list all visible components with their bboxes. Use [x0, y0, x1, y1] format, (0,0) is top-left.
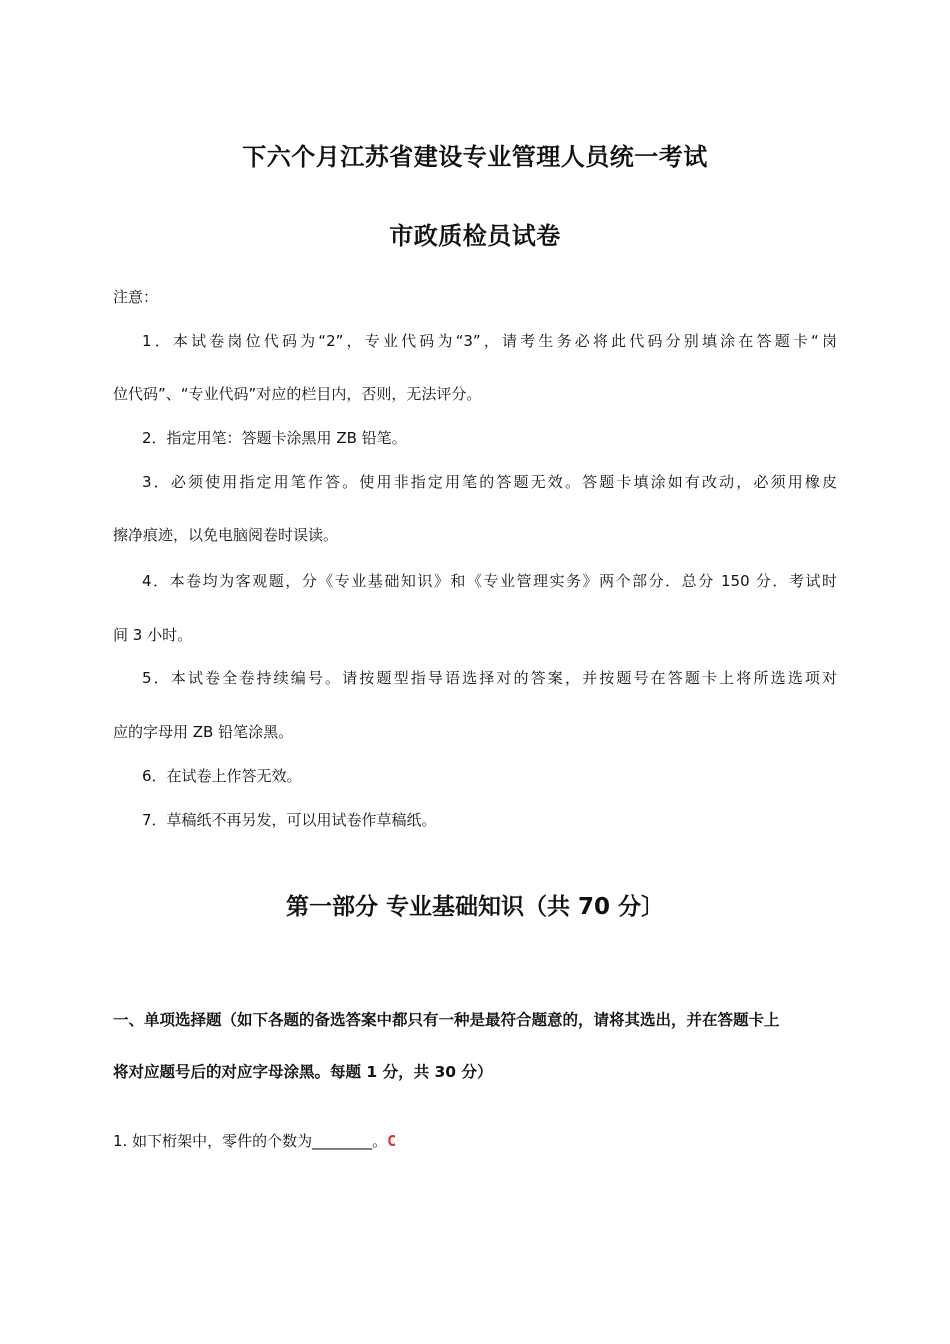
exam-title: 下六个月江苏省建设专业管理人员统一考试 [242, 143, 708, 171]
part1-title: 第一部分 专业基础知识（共 70 分〕 [285, 894, 665, 920]
notes-label: 注意： [113, 288, 159, 306]
question-1-answer: C [387, 1132, 397, 1150]
note-item-4-line2: 间 3 小时。 [113, 626, 193, 644]
note-item-3-line1: 3．必须使用指定用笔作答。使用非指定用笔的答题无效。答题卡填涂如有改动，必须用橡皮 [142, 473, 837, 491]
section1-instruction-line2: 将对应题号后的对应字母涂黑。每题 1 分，共 30 分） [113, 1063, 493, 1081]
note-item-4-line1: 4．本卷均为客观题，分《专业基础知识》和《专业管理实务》两个部分．总分 150 分．考试时 [142, 572, 837, 590]
question-1-text: 1. 如下桁架中，零件的个数为________。 [113, 1132, 388, 1150]
section1-instruction-line1: 一、单项选择题（如下各题的备选答案中都只有一种是最符合题意的，请将其选出，并在答题卡上 [113, 1011, 780, 1029]
note-item-2: 2．指定用笔：答题卡涂黑用 ZB 铅笔。 [142, 429, 407, 447]
note-item-3-line2: 擦净痕迹，以免电脑阅卷时误读。 [113, 526, 339, 544]
note-item-7: 7．草稿纸不再另发，可以用试卷作草稿纸。 [142, 811, 437, 829]
note-item-1-line2: 位代码”、“专业代码”对应的栏目内，否则，无法评分。 [113, 385, 482, 403]
note-item-5-line1: 5．本试卷全卷持续编号。请按题型指导语选择对的答案，并按题号在答题卡上将所选选项对 [142, 669, 837, 687]
note-item-5-line2: 应的字母用 ZB 铅笔涂黑。 [113, 723, 294, 741]
note-item-6: 6．在试卷上作答无效。 [142, 767, 302, 785]
exam-subtitle: 市政质检员试卷 [389, 222, 561, 250]
note-item-1-line1: 1．本试卷岗位代码为“2”，专业代码为“3”，请考生务必将此代码分别填涂在答题卡“岗 [142, 332, 837, 350]
question-1 [113, 1131, 837, 1151]
